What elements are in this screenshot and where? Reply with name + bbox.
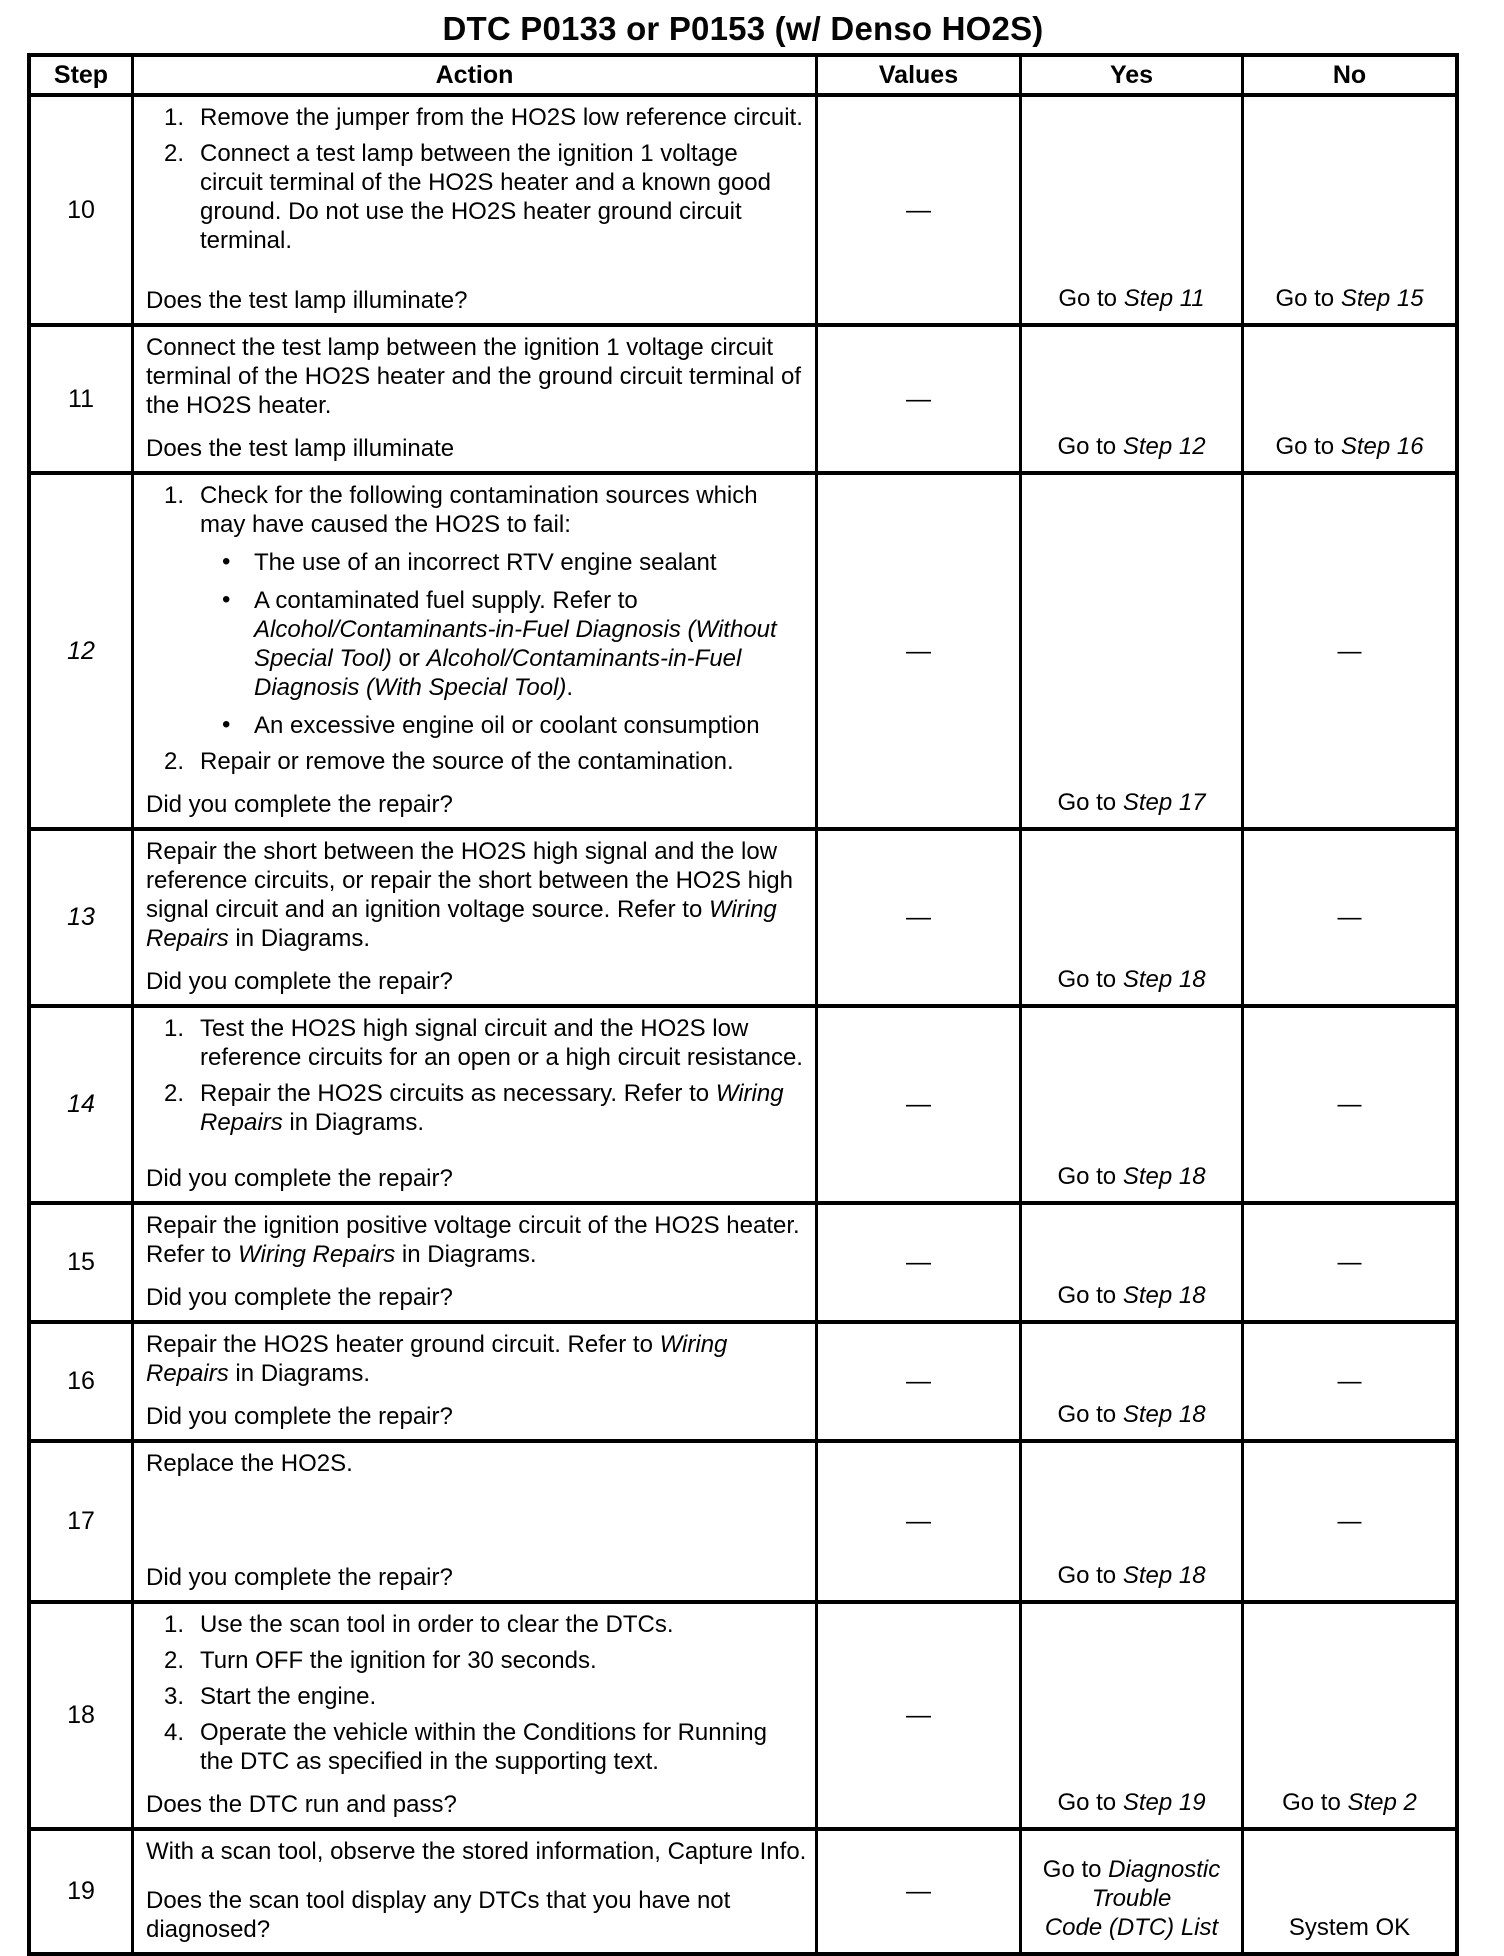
- step-number: 11: [68, 384, 94, 413]
- diagnostic-table: [27, 53, 1459, 1956]
- item-text: [200, 140, 771, 254]
- text: Repair the ignition positive voltage circuit of the HO2S heater. Refer to: [146, 1212, 800, 1268]
- values-cell: [815, 1324, 1019, 1439]
- bullet-item: [134, 711, 807, 740]
- text: Go to: [1282, 1789, 1348, 1816]
- text: —: [1337, 1249, 1362, 1276]
- table-row: [31, 1439, 1455, 1600]
- step-number: 13: [67, 903, 95, 931]
- action-cell: [131, 1205, 815, 1320]
- text: Repair or remove the source of the contamination.: [200, 748, 734, 775]
- step-number: 17: [67, 1507, 95, 1535]
- action-question: Did you complete the repair?: [146, 791, 453, 818]
- no-text: [1275, 432, 1423, 461]
- step-number: 18: [67, 1701, 95, 1729]
- item-number: 1.: [164, 1611, 185, 1638]
- table-row: [31, 93, 1455, 323]
- yes-cell: [1019, 1831, 1241, 1952]
- item-text: [254, 587, 777, 701]
- item-text: [200, 1015, 803, 1071]
- values-cell: [815, 1831, 1019, 1952]
- numbered-item: [134, 1610, 807, 1639]
- values-dash: —: [906, 1248, 931, 1276]
- values-dash: —: [906, 1507, 931, 1535]
- no-cell: [1241, 1604, 1455, 1827]
- italic-text: Step 15: [1340, 285, 1424, 312]
- italic-text: Step 18: [1122, 1562, 1206, 1589]
- no-text: [1338, 1248, 1362, 1277]
- italic-text: Step 2: [1347, 1789, 1417, 1816]
- italic-text: Step 12: [1122, 433, 1206, 460]
- action-cell: [131, 831, 815, 1004]
- numbered-item: [134, 1646, 807, 1675]
- italic-text: Alcohol/Contaminants-in-Fuel Diagnosis (With Special Tool): [254, 645, 742, 701]
- text: Replace the HO2S.: [146, 1450, 353, 1477]
- yes-text: [1057, 1788, 1205, 1817]
- yes-cell: [1019, 1324, 1241, 1439]
- item-number: 3.: [164, 1683, 185, 1710]
- step-cell: [31, 475, 131, 827]
- step-cell: [31, 1831, 131, 1952]
- action-paragraph: [134, 1449, 807, 1478]
- item-number: 2.: [164, 1080, 185, 1107]
- table-body: [31, 93, 1455, 1952]
- step-cell: [31, 831, 131, 1004]
- action-question: Did you complete the repair?: [146, 1284, 453, 1311]
- action-items: [134, 333, 807, 420]
- text: in Diagrams.: [282, 1109, 425, 1136]
- text: Remove the jumper from the HO2S low reference circuit.: [200, 104, 803, 131]
- text: Check for the following contamination sources which may have caused the HO2S to fail:: [200, 482, 758, 538]
- item-text: [200, 1080, 784, 1136]
- italic-text: Step 17: [1122, 789, 1206, 816]
- yes-cell: [1019, 831, 1241, 1004]
- action-question: Does the test lamp illuminate: [146, 435, 455, 462]
- step-number: 19: [67, 1877, 95, 1905]
- step-cell: [31, 1205, 131, 1320]
- yes-cell: [1019, 475, 1241, 827]
- text: or: [391, 645, 427, 672]
- yes-text: [1058, 284, 1204, 313]
- action-cell: [131, 1324, 815, 1439]
- italic-text: Wiring Repairs: [238, 1241, 396, 1268]
- table-row: [31, 1201, 1455, 1320]
- no-cell: [1241, 831, 1455, 1004]
- text: —: [1337, 1368, 1362, 1395]
- no-text: [1338, 1507, 1362, 1536]
- numbered-item: [134, 747, 807, 776]
- column-header-step: Step: [53, 60, 109, 89]
- text: Go to: [1275, 433, 1341, 460]
- item-number: 4.: [164, 1719, 185, 1746]
- text: Operate the vehicle within the Conditions for Running the DTC as specified in the supporting text.: [200, 1719, 767, 1775]
- item-number: 2.: [164, 1647, 185, 1674]
- action-question: Did you complete the repair?: [146, 968, 453, 995]
- text: With a scan tool, observe the stored information, Capture Info.: [146, 1838, 807, 1865]
- italic-text: Step 19: [1122, 1789, 1206, 1816]
- column-header-yes: Yes: [1019, 57, 1241, 93]
- numbered-item: [134, 1718, 807, 1776]
- italic-text: Step 18: [1122, 1401, 1206, 1428]
- values-dash: —: [906, 195, 931, 224]
- italic-text: Trouble: [1091, 1885, 1172, 1912]
- text: Connect a test lamp between the ignition 1 voltage circuit terminal of the HO2S heater and a known good ground. Do not use the HO2S heater ground circuit terminal.: [200, 140, 771, 254]
- yes-text: [1057, 1281, 1205, 1310]
- no-text: [1289, 1913, 1410, 1942]
- values-cell: [815, 1205, 1019, 1320]
- text: Go to: [1057, 433, 1123, 460]
- item-text: [254, 549, 717, 576]
- yes-cell: [1019, 1008, 1241, 1201]
- action-question: Does the test lamp illuminate?: [146, 287, 468, 314]
- text: in Diagrams.: [228, 925, 371, 952]
- step-number: 12: [67, 636, 95, 665]
- action-cell: [131, 327, 815, 471]
- italic-text: Step 18: [1122, 1282, 1206, 1309]
- action-paragraph: [134, 1837, 807, 1866]
- values-cell: [815, 97, 1019, 323]
- italic-text: Step 16: [1340, 433, 1424, 460]
- yes-text: [1057, 965, 1205, 994]
- text: Test the HO2S high signal circuit and the HO2S low reference circuits for an open or a high circuit resistance.: [200, 1015, 803, 1071]
- action-items: [134, 1449, 807, 1478]
- action-paragraph: [134, 837, 807, 953]
- item-text: [200, 1683, 376, 1710]
- text: in Diagrams.: [395, 1241, 537, 1268]
- no-text: [1338, 903, 1362, 932]
- text: Go to: [1057, 1789, 1123, 1816]
- action-cell: [131, 1008, 815, 1201]
- action-paragraph: [134, 1330, 807, 1388]
- table-row: [31, 1004, 1455, 1201]
- document-title: DTC P0133 or P0153 (w/ Denso HO2S): [442, 10, 1044, 47]
- action-cell: [131, 475, 815, 827]
- italic-text: Wiring Repairs: [146, 1331, 728, 1387]
- item-text: [200, 1719, 767, 1775]
- step-cell: [31, 327, 131, 471]
- values-dash: —: [906, 1701, 931, 1729]
- no-cell: [1241, 1205, 1455, 1320]
- item-text: [200, 482, 758, 538]
- item-text: [200, 748, 734, 775]
- item-number: 2.: [164, 140, 185, 167]
- yes-text: [1043, 1855, 1220, 1942]
- values-dash: —: [906, 1877, 931, 1905]
- bullet-icon: •: [222, 548, 231, 575]
- action-items: [134, 103, 807, 255]
- bullet-icon: •: [222, 711, 231, 738]
- values-dash: —: [906, 636, 931, 665]
- item-number: 1.: [164, 482, 185, 509]
- step-number: 14: [67, 1090, 95, 1118]
- no-cell: [1241, 327, 1455, 471]
- item-text: [200, 1647, 597, 1674]
- text: Repair the HO2S heater ground circuit. Refer to: [146, 1331, 660, 1358]
- action-question: Did you complete the repair?: [146, 1564, 453, 1591]
- step-cell: [31, 1604, 131, 1827]
- no-text: [1275, 284, 1423, 313]
- text: —: [1337, 1091, 1362, 1118]
- italic-text: Wiring Repairs: [200, 1080, 784, 1136]
- text: Repair the HO2S circuits as necessary. Refer to: [200, 1080, 716, 1107]
- item-number: 1.: [164, 104, 185, 131]
- text: Go to: [1275, 285, 1341, 312]
- values-cell: [815, 327, 1019, 471]
- action-items: [134, 837, 807, 953]
- action-question: Does the DTC run and pass?: [146, 1791, 457, 1818]
- values-cell: [815, 475, 1019, 827]
- yes-text: [1057, 1162, 1205, 1191]
- yes-text: [1057, 432, 1205, 461]
- column-header-values: Values: [815, 57, 1019, 93]
- action-items: [134, 1330, 807, 1388]
- action-items: [134, 481, 807, 776]
- no-cell: [1241, 475, 1455, 827]
- no-cell: [1241, 1831, 1455, 1952]
- italic-text: Step 18: [1122, 966, 1206, 993]
- values-dash: —: [906, 903, 931, 931]
- yes-text: [1057, 788, 1205, 817]
- text: —: [1337, 637, 1362, 665]
- yes-cell: [1019, 97, 1241, 323]
- action-question: Did you complete the repair?: [146, 1403, 453, 1430]
- text: —: [1337, 904, 1362, 931]
- action-items: [134, 1211, 807, 1269]
- bullet-item: [134, 548, 807, 577]
- no-text: [1338, 637, 1362, 666]
- table-row: [31, 471, 1455, 827]
- document-page: [0, 10, 1504, 1943]
- values-cell: [815, 1008, 1019, 1201]
- table-row: [31, 323, 1455, 471]
- numbered-item: [134, 1682, 807, 1711]
- no-cell: [1241, 1008, 1455, 1201]
- action-cell: [131, 1443, 815, 1600]
- item-text: [200, 1611, 674, 1638]
- text: Go to: [1057, 1562, 1123, 1589]
- no-text: [1282, 1788, 1417, 1817]
- numbered-item: [134, 1014, 807, 1072]
- values-dash: —: [906, 384, 931, 413]
- values-cell: [815, 1443, 1019, 1600]
- action-items: [134, 1837, 807, 1866]
- step-cell: [31, 97, 131, 323]
- action-question: Does the scan tool display any DTCs that you have not diagnosed?: [146, 1887, 731, 1943]
- text: Go to: [1042, 1856, 1109, 1883]
- step-cell: [31, 1008, 131, 1201]
- numbered-item: [134, 1079, 807, 1137]
- numbered-item: [134, 103, 807, 132]
- step-number: 16: [67, 1367, 95, 1395]
- bullet-icon: •: [222, 586, 231, 613]
- no-text: [1338, 1090, 1362, 1119]
- italic-text: Step 18: [1122, 1163, 1206, 1190]
- numbered-item: [134, 139, 807, 255]
- yes-cell: [1019, 1205, 1241, 1320]
- step-number: 10: [67, 195, 95, 224]
- yes-text: [1057, 1561, 1205, 1590]
- column-header-no: No: [1241, 57, 1455, 93]
- text: in Diagrams.: [228, 1360, 371, 1387]
- table-row: [31, 827, 1455, 1004]
- text: System OK: [1288, 1914, 1411, 1941]
- table-row: [31, 1600, 1455, 1827]
- italic-text: Diagnostic: [1108, 1856, 1221, 1883]
- text: Repair the short between the HO2S high signal and the low reference circuits, or repair the short between the HO2S high signal circuit and an ignition voltage source. Refer to: [146, 838, 793, 923]
- item-number: 1.: [164, 1015, 185, 1042]
- text: Use the scan tool in order to clear the DTCs.: [200, 1611, 674, 1638]
- text: A contaminated fuel supply. Refer to: [254, 587, 638, 614]
- yes-text: [1057, 1400, 1205, 1429]
- text: Go to: [1057, 1163, 1123, 1190]
- item-text: [200, 104, 803, 131]
- text: Turn OFF the ignition for 30 seconds.: [200, 1647, 597, 1674]
- text: —: [1337, 1508, 1362, 1535]
- italic-text: Wiring Repairs: [146, 896, 777, 952]
- text: Go to: [1057, 1401, 1123, 1428]
- item-text: [254, 712, 760, 739]
- italic-text: Alcohol/Contaminants-in-Fuel Diagnosis (Without Special Tool): [254, 616, 777, 672]
- yes-cell: [1019, 1604, 1241, 1827]
- italic-text: Step 11: [1123, 285, 1205, 312]
- text: Go to: [1058, 285, 1124, 312]
- no-cell: [1241, 1443, 1455, 1600]
- text: Go to: [1057, 789, 1123, 816]
- step-cell: [31, 1324, 131, 1439]
- table-row: [31, 1320, 1455, 1439]
- item-number: 2.: [164, 748, 185, 775]
- bullet-item: [134, 586, 807, 702]
- action-items: [134, 1014, 807, 1137]
- step-cell: [31, 1443, 131, 1600]
- no-cell: [1241, 97, 1455, 323]
- no-text: [1338, 1367, 1362, 1396]
- yes-cell: [1019, 327, 1241, 471]
- no-cell: [1241, 1324, 1455, 1439]
- action-paragraph: [134, 1211, 807, 1269]
- step-number: 15: [67, 1248, 95, 1276]
- text: Start the engine.: [200, 1683, 377, 1710]
- text: .: [566, 674, 574, 701]
- text: An excessive engine oil or coolant consumption: [254, 712, 760, 739]
- action-cell: [131, 1831, 815, 1952]
- action-cell: [131, 1604, 815, 1827]
- text: Connect the test lamp between the ignition 1 voltage circuit terminal of the HO2S heater and the ground circuit terminal of the HO2S heater.: [146, 334, 802, 419]
- values-dash: —: [906, 1367, 931, 1395]
- action-cell: [131, 97, 815, 323]
- values-cell: [815, 831, 1019, 1004]
- text: Go to: [1057, 966, 1123, 993]
- yes-cell: [1019, 1443, 1241, 1600]
- values-dash: —: [906, 1090, 931, 1118]
- table-header-row: [31, 57, 1455, 93]
- action-items: [134, 1610, 807, 1776]
- values-cell: [815, 1604, 1019, 1827]
- numbered-item: [134, 481, 807, 539]
- italic-text: Code (DTC) List: [1044, 1914, 1219, 1941]
- table-row: [31, 1827, 1455, 1952]
- action-paragraph: [134, 333, 807, 420]
- text: Go to: [1057, 1282, 1123, 1309]
- column-header-action: Action: [131, 57, 815, 93]
- text: The use of an incorrect RTV engine sealant: [254, 549, 717, 576]
- action-question: Did you complete the repair?: [146, 1165, 453, 1192]
